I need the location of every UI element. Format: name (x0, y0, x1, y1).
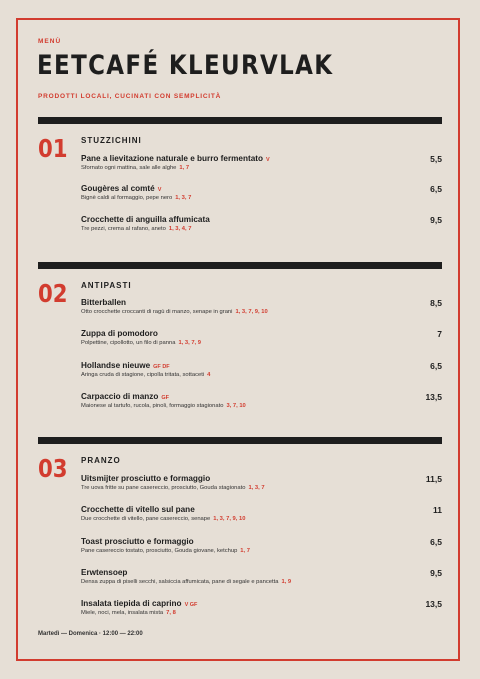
item-description: Densa zuppa di piselli secchi, salsiccia affumicata, pane di segale e pancetta (81, 579, 279, 585)
item-allergens: 7, 8 (166, 610, 176, 616)
item-description: Due crocchette di vitello, pane casereccio, senape (81, 516, 211, 522)
menu-item (81, 568, 442, 585)
item-price: 9,5 (430, 568, 442, 578)
item-name: Zuppa di pomodoro (81, 329, 158, 338)
item-price: 11 (433, 505, 442, 515)
section-divider (38, 117, 442, 124)
item-price: 6,5 (430, 184, 442, 194)
menu-item (81, 298, 442, 315)
section-title: PRANZO (81, 456, 121, 465)
section-number: 01 (38, 134, 68, 163)
section-antipasti (38, 262, 442, 409)
item-allergens: 1, 7 (240, 548, 250, 554)
item-name: Erwtensoep (81, 568, 128, 577)
item-name: Gougères al comté (81, 184, 155, 193)
item-allergens: 1, 3, 7 (175, 195, 192, 201)
item-name: Bitterballen (81, 298, 127, 307)
item-description: Otto crocchette croccanti di ragù di manzo, senape in grani (81, 309, 233, 315)
section-stuzzichini (38, 117, 442, 232)
menu-item (81, 537, 442, 554)
item-description: Tre pezzi, crema al rafano, aneto (81, 226, 166, 232)
item-price: 5,5 (430, 154, 442, 164)
item-name: Pane a lievitazione naturale e burro fermentato (81, 154, 263, 163)
item-allergens: 1, 9 (281, 579, 292, 585)
item-name: Toast prosciutto e formaggio (81, 537, 194, 546)
menu-kicker: MENÙ (38, 38, 62, 45)
menu-item (81, 505, 442, 522)
item-price: 8,5 (430, 298, 442, 308)
page-subtitle: PRODOTTI LOCALI, CUCINATI CON SEMPLICITÀ (38, 93, 222, 100)
item-name: Crocchette di anguilla affumicata (81, 215, 210, 224)
item-allergens: 3, 7, 10 (226, 403, 246, 409)
item-allergens: 4 (207, 372, 211, 378)
item-price: 13,5 (425, 599, 442, 609)
item-description: Bignè caldi al formaggio, pepe nero (81, 195, 173, 201)
item-description: Maionese al tartufo, rucola, pinoli, formaggio stagionato (81, 403, 224, 409)
section-divider (38, 437, 442, 444)
item-price: 13,5 (425, 392, 442, 402)
page-title: EETCAFÉ KLEURVLAK (37, 50, 334, 81)
menu-item (81, 184, 442, 201)
section-pranzo (38, 437, 442, 616)
item-description: Polpettine, cipollotto, un filo di panna (81, 340, 176, 346)
item-price: 7 (437, 329, 442, 339)
item-tags: GF (161, 395, 169, 401)
item-allergens: 1, 3, 7, 9, 10 (235, 309, 268, 315)
menu-item (81, 361, 442, 378)
menu-item (81, 474, 442, 491)
menu-item (81, 215, 442, 232)
item-description: Miele, noci, mela, insalata mista (81, 610, 164, 616)
section-number: 02 (38, 279, 68, 308)
item-allergens: 1, 7 (179, 165, 190, 171)
item-price: 9,5 (430, 215, 442, 225)
item-name: Carpaccio di manzo (81, 392, 159, 401)
item-allergens: 1, 3, 7, 9 (178, 340, 201, 346)
menu-item (81, 329, 442, 346)
menu-item (81, 154, 442, 171)
item-name: Uitsmijter prosciutto e formaggio (81, 474, 211, 483)
item-allergens: 1, 3, 7 (248, 485, 265, 491)
item-name: Insalata tiepida di caprino (81, 599, 182, 608)
opening-hours: Martedì — Domenica · 12:00 — 22:00 (38, 631, 143, 637)
item-price: 11,5 (425, 474, 442, 484)
item-description: Tre uova fritte su pane casereccio, prosciutto, Gouda stagionato (81, 485, 246, 491)
item-name: Crocchette di vitello sul pane (81, 505, 195, 514)
item-tags: GF DF (153, 364, 170, 370)
item-price: 6,5 (430, 537, 442, 547)
item-tags: V GF (184, 602, 198, 608)
item-tags: V (266, 157, 270, 163)
item-tags: V (157, 187, 162, 193)
menu-item (81, 392, 442, 409)
item-name: Hollandse nieuwe (81, 361, 151, 370)
item-price: 6,5 (430, 361, 442, 371)
item-allergens: 1, 3, 4, 7 (168, 226, 192, 232)
section-divider (38, 262, 442, 269)
item-description: Pane casereccio tostato, prosciutto, Gouda giovane, ketchup (81, 548, 238, 554)
section-number: 03 (38, 454, 68, 483)
section-title: ANTIPASTI (81, 281, 132, 290)
section-title: STUZZICHINI (81, 136, 142, 145)
menu-item (81, 599, 442, 616)
item-description: Sfornato ogni mattina, sale alle alghe (81, 165, 177, 171)
item-allergens: 1, 3, 7, 9, 10 (213, 516, 246, 522)
item-description: Aringa cruda di stagione, cipolla tritata, sottaceti (81, 372, 205, 378)
